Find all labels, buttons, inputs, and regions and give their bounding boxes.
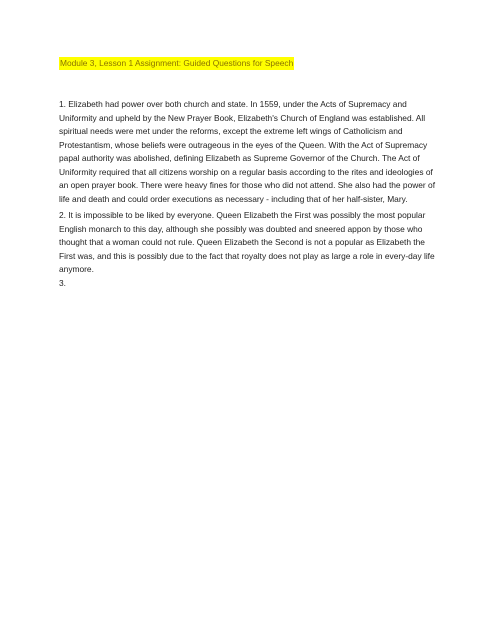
assignment-title: Module 3, Lesson 1 Assignment: Guided Questions for Speech <box>60 58 294 68</box>
answer-paragraph-3: 3. <box>59 278 66 288</box>
answer-paragraph-1: 1. Elizabeth had power over both church and state. In 1559, under the Acts of Supremacy and Uniformity and upheld by the New Prayer Book, Elizabeth's Church of England was established. All spiritual needs were met under the reforms, except the extreme left wings of Catholicism and Protestantism, whose beliefs were outrageous in the eyes of the Queen. With the Act of Supremacy papal authority was abolished, defining Elizabeth as Supreme Governor of the Church. The Act of Uniformity required that all citizens worship on a regular basis according to the rites and ideologies of an open prayer book. There were heavy fines for those who did not attend. She also had the power of life and death and could order executions as necessary - including that of her half-sister, Mary. <box>59 99 436 204</box>
answer-paragraph-2: 2. It is impossible to be liked by everyone. Queen Elizabeth the First was possibly the most popular English monarch to this day, although she possibly was doubted and sneered appon by those who thought that a woman could not rule. Queen Elizabeth the Second is not a popular as Elizabeth the First was, and this is possibly due to the fact that royalty does not play as large a role in every-day life anymore. <box>59 210 435 274</box>
